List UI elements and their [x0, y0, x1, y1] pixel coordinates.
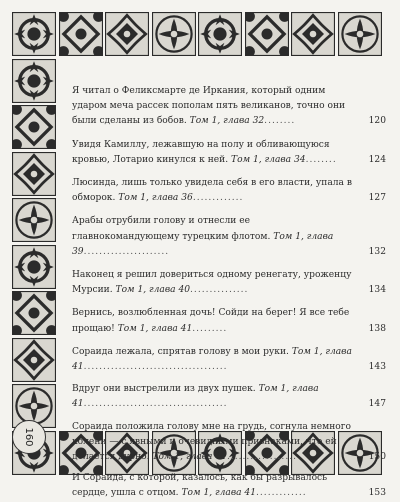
list-entry — [72, 268, 386, 298]
leader-dots: .................. — [226, 452, 297, 463]
decorative-tile — [12, 198, 56, 242]
decorative-tile — [152, 12, 196, 56]
entry-page-number: 134 — [368, 285, 386, 296]
list-entry — [72, 176, 386, 206]
decorative-tile — [12, 59, 56, 103]
list-entry — [72, 214, 386, 260]
leader-dots: ..................................... — [83, 399, 228, 410]
entry-text-block — [72, 420, 386, 466]
entry-page-number: 153 — [368, 488, 386, 499]
entry-quote: Я читал о Феликсмарте де Иркания, который одним ударом меча рассек пополам пять великанов, точно они были сделаны из бобов. — [72, 86, 346, 127]
leader-dots: ............... — [190, 285, 249, 296]
entry-quote: Сораида положила голову мне на грудь, согнула немного колени — с явными и очевидными признаками, что ей делается дурно. — [72, 421, 351, 463]
page-number: 160 — [23, 427, 35, 447]
decorative-tile — [59, 12, 103, 56]
entry-quote: Сораида лежала, спрятав голову в мои руки. — [72, 346, 289, 357]
entry-text-block — [72, 214, 386, 260]
list-entry — [72, 471, 386, 501]
entry-text-block — [72, 471, 386, 501]
list-entry — [72, 382, 386, 412]
decorative-tile — [12, 245, 56, 289]
leader-dots: ............. — [256, 488, 307, 499]
entry-page-number: 124 — [368, 154, 386, 165]
decorative-tile — [105, 12, 149, 56]
list-entry — [72, 138, 386, 168]
list-entry — [72, 345, 386, 375]
entry-text-block — [72, 382, 386, 412]
entry-reference: Том 1, глава 39 — [72, 231, 334, 257]
decorative-tile — [291, 12, 335, 56]
entry-reference: Том 1, глава 36 — [118, 193, 193, 204]
entry-reference: Том 1, глава 41 — [152, 452, 227, 463]
leader-dots: ......... — [192, 323, 228, 334]
entry-page-number: 120 — [368, 116, 386, 127]
entry-quote: И Сораида, с которой, казалось, как бы разрывалось сердце, ушла с отцом. — [72, 473, 328, 499]
entry-quote: Вернись, возлюбленная дочь! Сойди на берег! Я все тебе прощаю! — [72, 308, 350, 334]
entry-page-number: 132 — [368, 246, 386, 257]
entry-text-block — [72, 306, 386, 336]
decorative-tile — [12, 105, 56, 149]
decorative-tile — [12, 338, 56, 382]
entry-page-number: 143 — [368, 362, 386, 373]
folio-page-number — [12, 420, 46, 454]
leader-dots: ............. — [192, 193, 244, 204]
entry-reference: Том 1, глава 41 — [72, 384, 319, 410]
entry-text-block — [72, 176, 386, 206]
decorative-tile — [12, 152, 56, 196]
entry-quote: Арабы отрубили голову и отнесли ее главнокомандующему турецким флотом. — [72, 216, 271, 242]
entry-text-block — [72, 345, 386, 375]
entry-reference: Том 1, глава 40 — [115, 285, 191, 296]
decorative-tile — [12, 291, 56, 335]
entry-page-number: 147 — [368, 399, 386, 410]
leader-dots: ...................... — [83, 246, 170, 257]
entry-page-number: 150 — [368, 452, 386, 463]
entry-reference: Том 1, глава 32 — [189, 116, 265, 127]
list-entry — [72, 84, 386, 130]
entry-page-number: 127 — [368, 193, 386, 204]
entry-text-block — [72, 138, 386, 168]
entry-page-number: 138 — [368, 323, 386, 334]
decorative-tile — [198, 12, 242, 56]
entry-text-block — [72, 268, 386, 298]
entry-quote: Наконец я решил довериться одному ренегату, уроженцу Мурсии. — [72, 270, 352, 296]
entry-text-block — [72, 84, 386, 130]
decorative-tile — [338, 12, 382, 56]
entry-quote: Люсинда, лишь только увидела себя в его власти, упала в обморок. — [72, 178, 352, 204]
entry-reference: Том 1, глава 41 — [181, 488, 257, 499]
leader-dots: ........ — [305, 154, 337, 165]
entry-reference: Том 1, глава 34 — [231, 154, 306, 165]
illustration-list — [72, 84, 386, 502]
decorative-tile — [12, 12, 56, 56]
leader-dots: ........ — [264, 116, 296, 127]
list-entry — [72, 420, 386, 466]
entry-quote: Увидя Камиллу, лежавшую на полу и обливающуюся кровью, Лотарио кинулся к ней. — [72, 139, 330, 165]
list-entry — [72, 306, 386, 336]
entry-quote: Вдруг они выстрелили из двух пушек. — [72, 384, 256, 395]
entry-reference: Том 1, глава 41 — [72, 346, 352, 373]
leader-dots: ..................................... — [83, 362, 228, 373]
entry-reference: Том 1, глава 41 — [117, 323, 193, 334]
decorative-tile — [245, 12, 289, 56]
